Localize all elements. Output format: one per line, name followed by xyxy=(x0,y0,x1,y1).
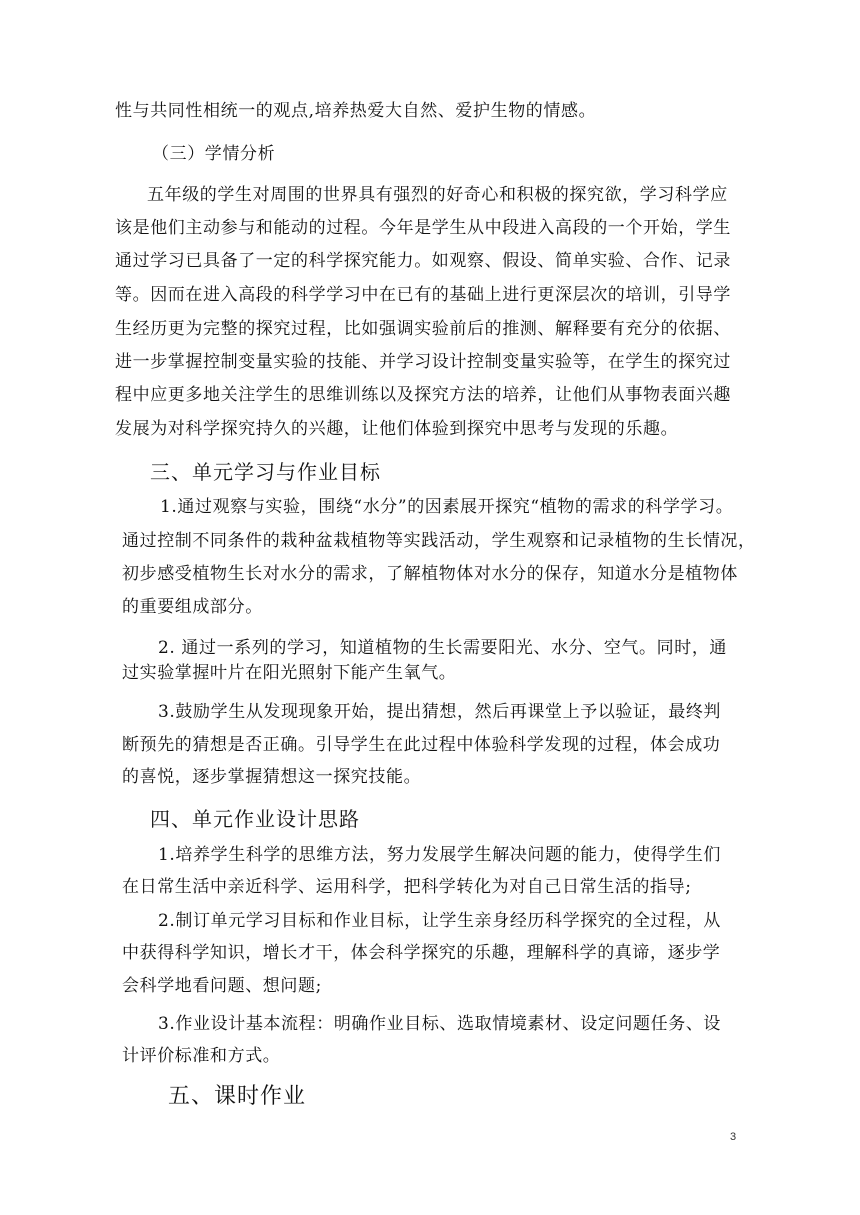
page-number: 3 xyxy=(730,1131,737,1143)
paragraph-line: 会科学地看问题、想问题; xyxy=(122,976,322,996)
paragraph-line: 3.作业设计基本流程：明确作业目标、选取情境素材、设定问题任务、设 xyxy=(158,1014,722,1034)
paragraph-line: 中获得科学知识，增长才干，体会科学探究的乐趣，理解科学的真谛，逐步学 xyxy=(122,943,721,963)
paragraph-line: 2.制订单元学习目标和作业目标，让学生亲身经历科学探究的全过程，从 xyxy=(158,911,722,931)
section-heading: 三、单元学习与作业目标 xyxy=(150,460,381,484)
paragraph-line: 过实验掌握叶片在阳光照射下能产生氧气。 xyxy=(122,663,457,683)
paragraph-line: 1.通过观察与实验，围绕“水分”的因素展开探究“植物的需求的科学学习。 xyxy=(160,497,734,517)
paragraph-line: 进一步掌握控制变量实验的技能、并学习设计控制变量实验等，在学生的探究过 xyxy=(115,352,731,372)
paragraph-line: 程中应更多地关注学生的思维训练以及探究方法的培养，让他们从事物表面兴趣 xyxy=(115,385,731,405)
paragraph-line: 性与共同性相统一的观点,培养热爱大自然、爱护生物的情感。 xyxy=(115,101,597,121)
paragraph-line: 2. 通过一系列的学习，知道植物的生长需要阳光、水分、空气。同时，通 xyxy=(158,638,728,658)
paragraph-line: 1.培养学生科学的思维方法，努力发展学生解决问题的能力，使得学生们 xyxy=(158,845,722,865)
paragraph-line: 通过控制不同条件的栽种盆栽植物等实践活动，学生观察和记录植物的生长情况， xyxy=(122,531,756,551)
paragraph-line: 3.鼓励学生从发现现象开始，提出猜想，然后再课堂上予以验证，最终判 xyxy=(158,702,722,722)
paragraph-line: 生经历更为完整的探究过程，比如强调实验前后的推测、解释要有充分的依据、 xyxy=(115,319,731,339)
paragraph-line: 断预先的猜想是否正确。引导学生在此过程中体验科学发现的过程，体会成功 xyxy=(122,735,721,755)
paragraph-line: 通过学习已具备了一定的科学探究能力。如观察、假设、简单实验、合作、记录 xyxy=(115,251,731,271)
paragraph-line: 的喜悦，逐步掌握猜想这一探究技能。 xyxy=(122,767,422,787)
paragraph-line: 该是他们主动参与和能动的过程。今年是学生从中段进入高段的一个开始，学生 xyxy=(115,218,731,238)
paragraph-line: 的重要组成部分。 xyxy=(122,597,263,617)
paragraph-line: 发展为对科学探究持久的兴趣，让他们体验到探究中思考与发现的乐趣。 xyxy=(115,419,679,439)
paragraph-line: 等。因而在进入高段的科学学习中在已有的基础上进行更深层次的培训，引导学 xyxy=(115,285,731,305)
paragraph-line: 计评价标准和方式。 xyxy=(122,1046,281,1066)
section-heading: 五、课时作业 xyxy=(168,1084,307,1109)
subsection-heading: （三）学情分析 xyxy=(152,144,276,164)
paragraph-line: 初步感受植物生长对水分的需求，了解植物体对水分的保存，知道水分是植物体 xyxy=(122,564,738,584)
paragraph-line: 在日常生活中亲近科学、运用科学，把科学转化为对自己日常生活的指导; xyxy=(122,877,692,897)
section-heading: 四、单元作业设计思路 xyxy=(150,807,360,831)
paragraph-line: 五年级的学生对周围的世界具有强烈的好奇心和积极的探究欲，学习科学应 xyxy=(147,185,728,205)
